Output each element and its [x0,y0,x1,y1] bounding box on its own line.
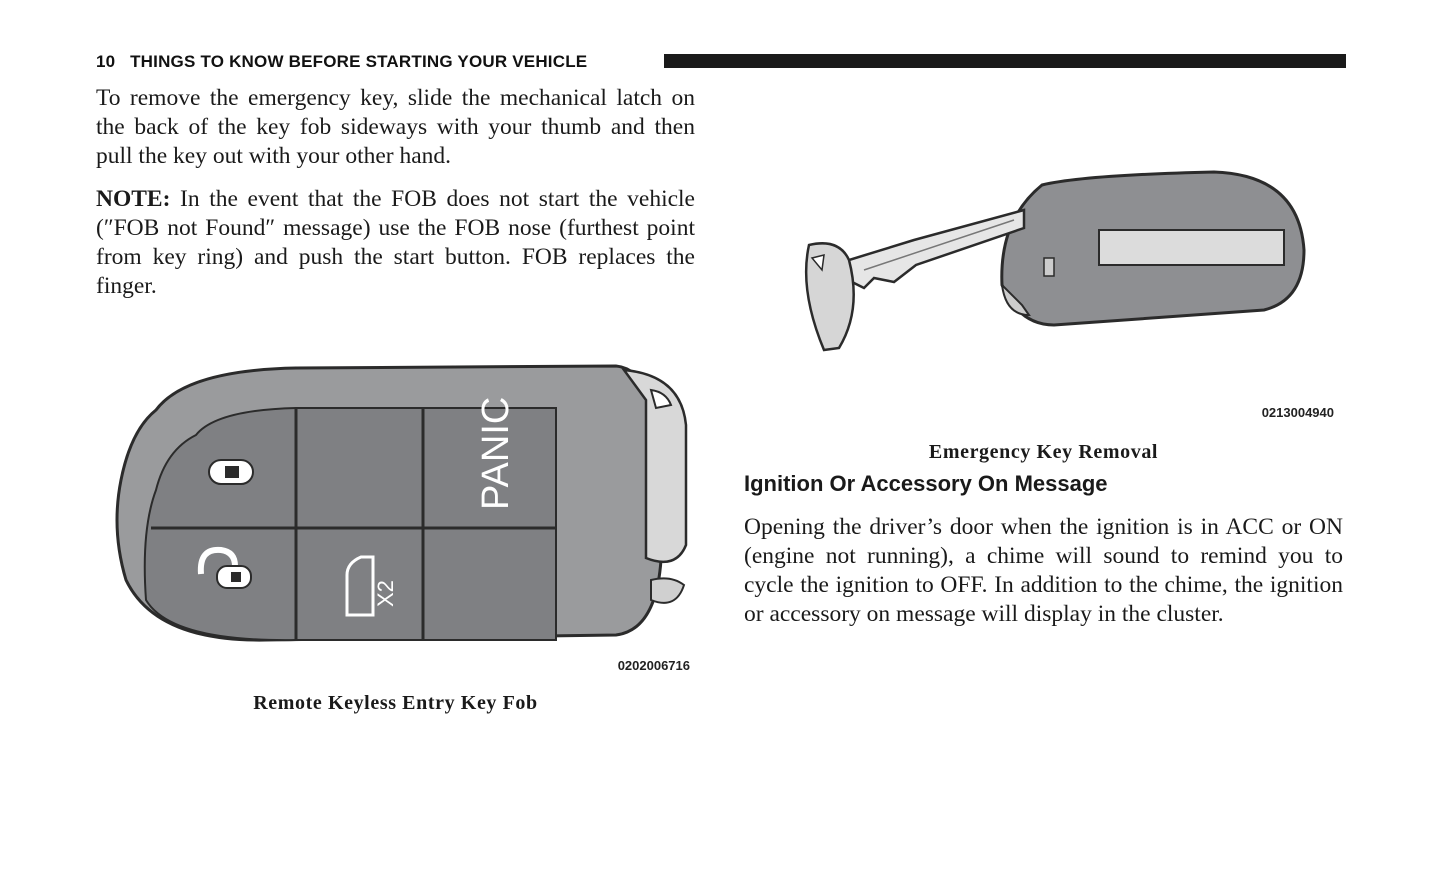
x2-label: X2 [373,580,398,607]
emergency-key-figure-code: 0213004940 [1261,405,1334,420]
key-blade [849,210,1024,288]
emergency-key-paragraph: To remove the emergency key, slide the mechanical latch on the back of the key fob sideways with your thumb and then pull the key out with your other hand. [96,85,695,169]
key-fob-figure-code: 0202006716 [617,658,690,673]
fob-window [1099,230,1284,265]
emergency-key-figure [744,110,1344,430]
page-number: 10 [96,52,116,71]
note-text: In the event that the FOB does not start the vehicle (″FOB not Found″ message) use the FOB nose (furthest point from key ring) and push the start button. FOB replaces the finger. [96,186,695,299]
note-paragraph [96,185,695,301]
lock-icon [209,460,253,484]
ignition-message-paragraph: Opening the driver’s door when the ignition is in ACC or ON (engine not running), a chime will sound to remind you to cycle the ignition to OFF. In addition to the chime, the ignition or accessory on message will display in the cluster. [744,514,1343,627]
ignition-message-heading: Ignition Or Accessory On Message [744,471,1108,496]
panic-label: PANIC [475,396,517,510]
note-label: NOTE: [96,186,171,212]
page-header [96,49,1346,73]
emergency-key-caption: Emergency Key Removal [928,441,1159,463]
key-fob-figure [96,330,696,680]
section-title: THINGS TO KNOW BEFORE STARTING YOUR VEHICLE [130,52,588,71]
header-rule [664,54,1346,68]
header-text [96,52,587,72]
key-fob-caption: Remote Keyless Entry Key Fob [253,692,538,714]
